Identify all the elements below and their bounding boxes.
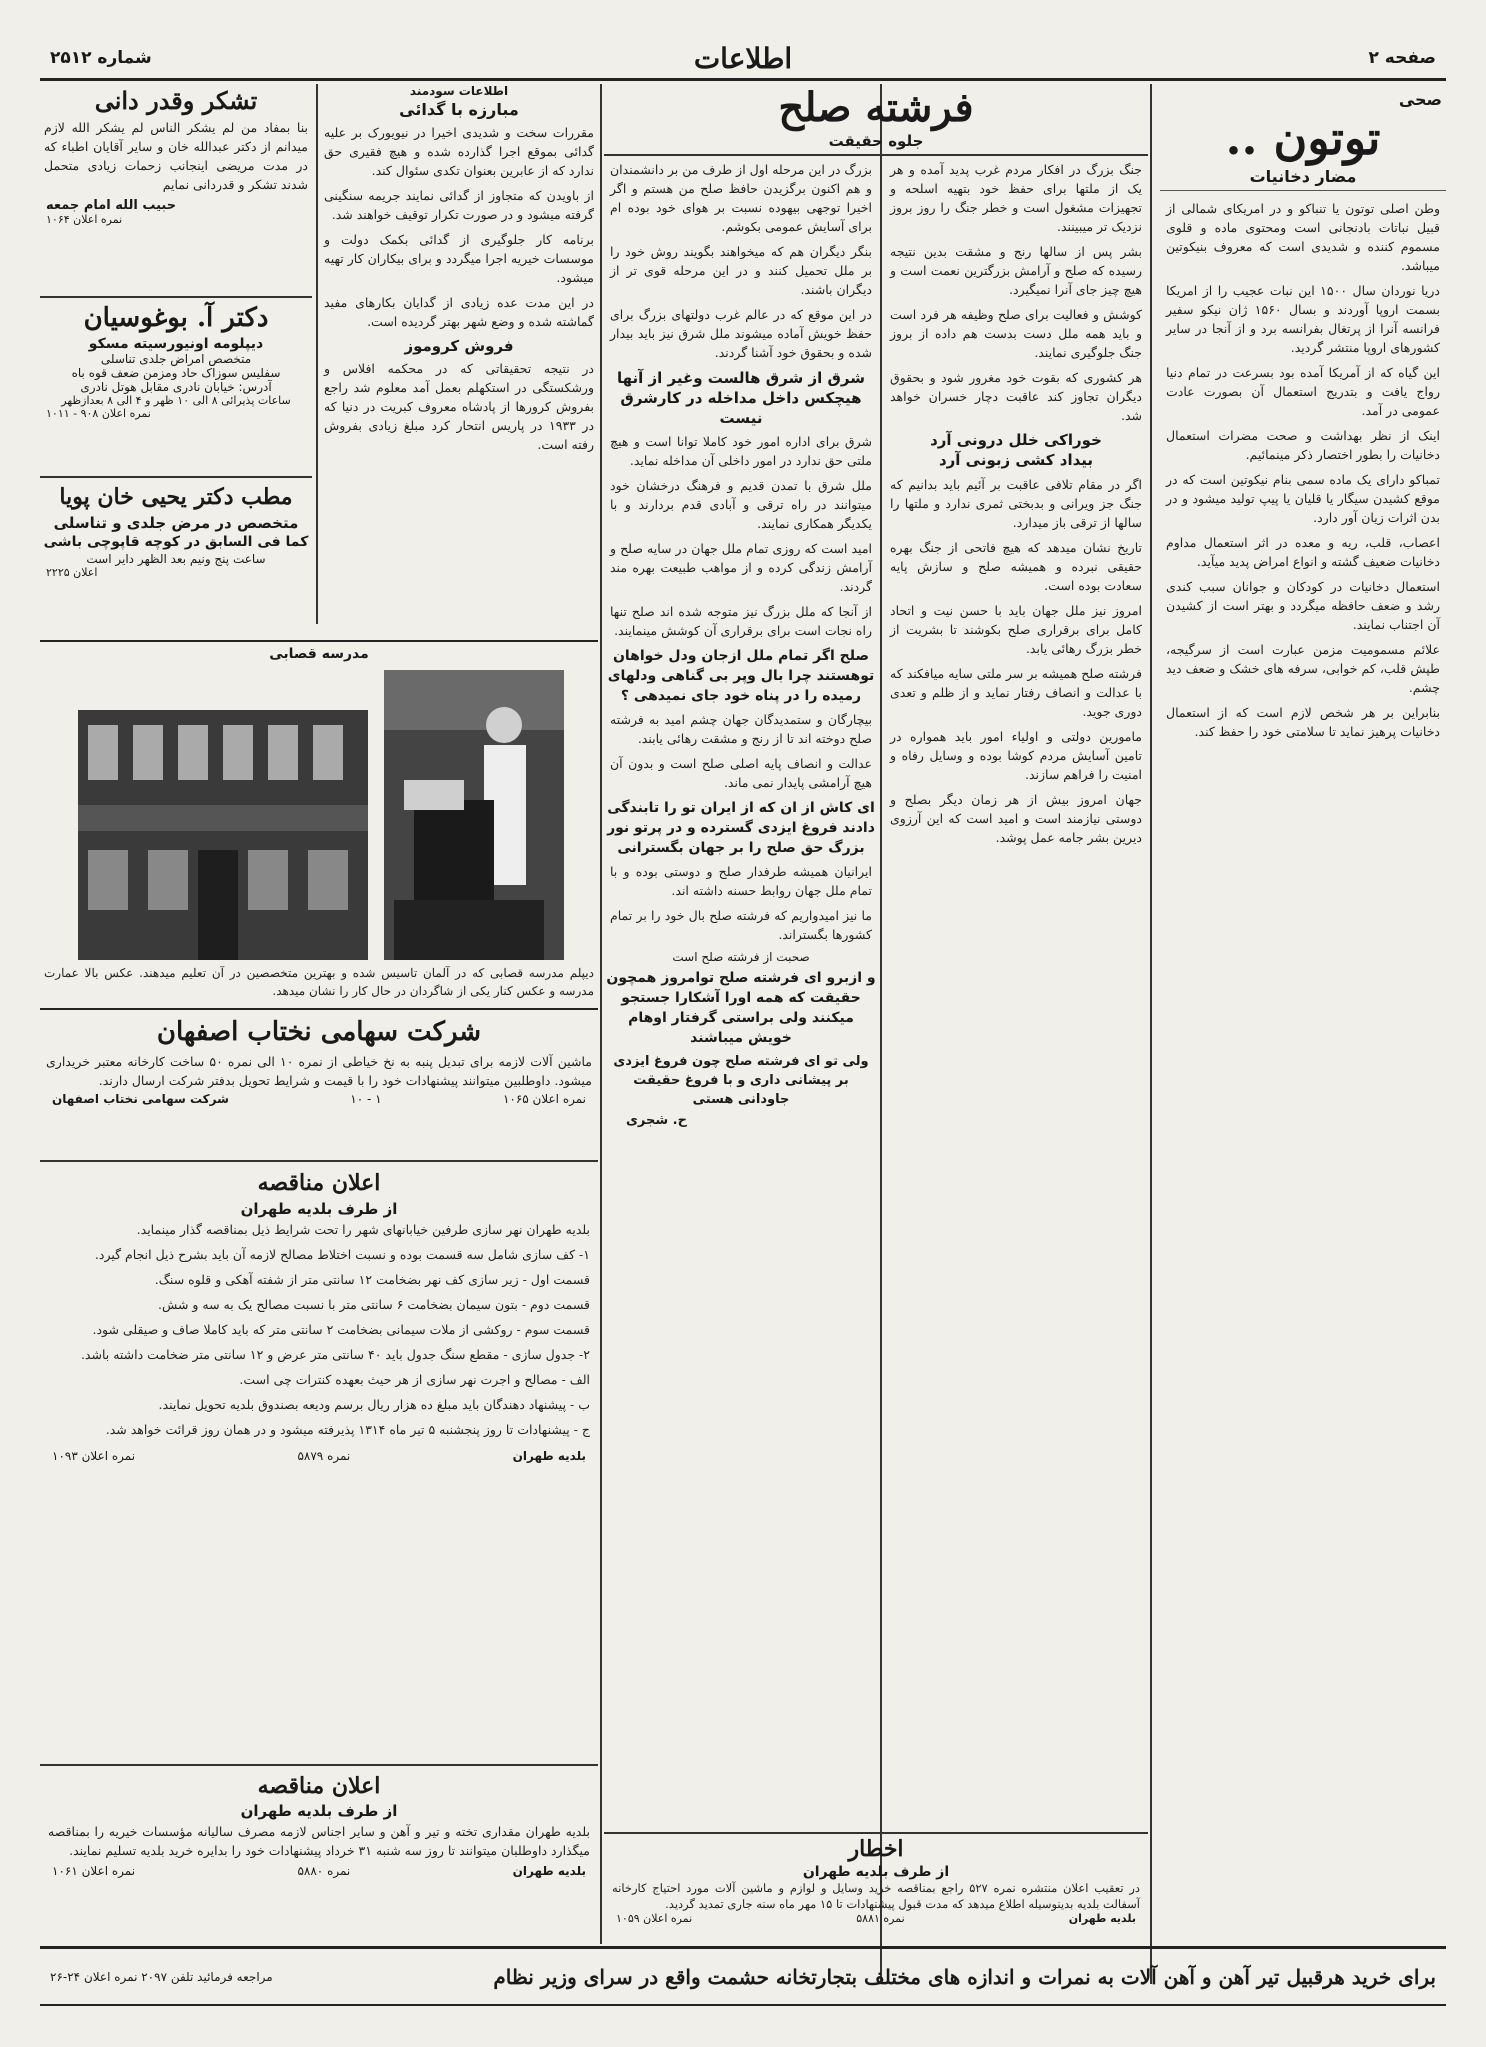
tender-item: ج - پیشنهادات تا روز پنجشنبه ۵ تیر ماه ۱۳۱۴ پذیرفته میشود و در همان روز قرائت خواهد شد. xyxy=(105,1422,590,1437)
ad-hours: ساعت پنج ونیم بعد الظهر دایر است xyxy=(86,552,266,566)
tender-signature: بلدیه طهران xyxy=(512,1449,586,1463)
column-tobacco-article xyxy=(1160,84,1446,1984)
masthead xyxy=(40,42,1446,78)
peace-header xyxy=(604,84,1148,156)
column-divider xyxy=(880,84,882,1984)
paragraph: تاریخ نشان میدهد که هیچ فاتحی از جنگ بهره حقیقی نبرده و همیشه صلح و سازش پایه سعادت بوده است. xyxy=(890,540,1142,593)
column-peace-right xyxy=(886,160,1146,1860)
article-title: توتون .. xyxy=(1225,111,1381,165)
butcher-student-photo xyxy=(384,670,564,960)
ad-title: مطب دکتر یحیی خان پویا xyxy=(59,484,293,510)
tender-item: قسمت سوم - روکشی از ملات سیمانی بضخامت ۲ سانتی متر که باید کاملا صاف و صیقلی شود. xyxy=(92,1322,590,1337)
ad-specialty: متخصص امراض جلدی تناسلی xyxy=(100,352,252,366)
tender-subtitle: از طرف بلدیه طهران xyxy=(240,1802,398,1820)
paragraph: مقررات سخت و شدیدی اخیرا در نیویورک بر علیه گدائی بموقع اجرا گذارده شده و هیچ فقیری حق ندارد که از عابرین بعنوان تکدی سئوال کند. xyxy=(324,125,594,178)
column-divider xyxy=(1150,84,1152,1984)
paragraph: جنگ بزرگ در افکار مردم غرب پدید آمده و هر یک از ملتها برای حفظ خود بتهیه اسلحه و تجهیزات مشغول است و خطر جنگ را روز بروز نزدیک تر میبینند. xyxy=(890,162,1142,234)
tender-code: نمره ۵۸۸۰ xyxy=(297,1864,351,1878)
tender-notice-2 xyxy=(40,1770,598,1942)
paragraph: از آنجا که ملل بزرگ نیز متوجه شده اند صلح تنها راه نجات است برای برقراری آن کوشش مینمایند. xyxy=(610,604,872,638)
peace-headline: ای کاش از ان که از ایران تو را تابندگی دادند فروغ ایزدی گسترده و در پرتو نور بزرگ حق صلح را بر جهان بگسترانی xyxy=(607,800,875,856)
article-body xyxy=(1160,199,1446,741)
school-title: مدرسه قصابی xyxy=(269,646,369,662)
tender-item: ۱- کف سازی شامل سه قسمت بوده و نسبت اختلاط مصالح لازمه آن باید بشرح ذیل انجام گیرد. xyxy=(94,1247,590,1262)
ad-address: آدرس: خیابان نادری مقابل هوتل نادری xyxy=(80,380,272,394)
paragraph: ما نیز امیدواریم که فرشته صلح بال خود را بر تمام کشورها بگستراند. xyxy=(610,908,872,942)
page-label: صفحه ۲ xyxy=(1368,48,1436,68)
paragraph: کوشش و فعالیت برای صلح وظیفه هر فرد است و باید همه ملل دست بدست هم داده از بروز جنگ جلوگیری نمایند. xyxy=(890,307,1142,360)
paragraph: شرق برای اداره امور خود کاملا توانا است و هیچ ملتی حق ندارد در امور داخلی آن مداخله نماید. xyxy=(610,434,872,468)
tender-title: اعلان مناقصه xyxy=(257,1170,381,1196)
paragraph: برنامه کار جلوگیری از گدائی بکمک دولت و موسسات خیریه اجرا میگردد و برای بیکاران کار تهیه میشود. xyxy=(324,232,594,285)
paragraph: علائم مسمومیت مزمن عبارت است از سرگیجه، طپش قلب، کم خوابی، سرفه های خشک و ضعف دید چشم. xyxy=(1166,642,1440,695)
school-building-photo xyxy=(78,710,368,960)
paragraph: بیچارگان و ستمدیدگان جهان چشم امید به فرشته صلح دوخته اند تا از رنج و مشقت رهائی یابند. xyxy=(610,712,872,746)
ad-doctor xyxy=(40,300,312,478)
ad-thanks xyxy=(40,84,312,298)
paragraph: تمباکو دارای یک ماده سمی بنام نیکوتین است که در موقع کشیدن سیگار یا قلیان یا پیپ تولید میشود و در بدن اثرات زیان آور دارد. xyxy=(1166,472,1440,525)
ad-subtitle: دیپلومه اونیورسیته مسکو xyxy=(88,336,264,352)
paragraph: در این موقع که در عالم غرب دولتهای بزرگ برای حفظ خویش آماده میشوند ملل شرق نیز باید بیدار شده و بحقوق خود آشنا گردند. xyxy=(610,307,872,360)
notice-number: نمره اعلان ۱۰۵۹ xyxy=(616,1912,693,1925)
paragraph: عدالت و انصاف پایه اصلی صلح است و بدون آن هیچ آرامشی پایدار نمی ماند. xyxy=(610,756,872,790)
article-subtitle: فروش کروموز xyxy=(404,337,514,355)
school-caption: دیپلم مدرسه قصابی که در آلمان تاسیس شده و بهترین متخصصین در آن تعلیم میدهند. عکس بالا عمارت مدرسه و عکس کنار یکی از شاگردان در حال کار را نشان میدهد. xyxy=(44,966,594,998)
paragraph: اینک از نظر بهداشت و صحت مضرات استعمال دخانیات را بطور اختصار ذکر مینمائیم. xyxy=(1166,428,1440,462)
ad-hours: ساعات پذیرائی ۸ الی ۱۰ ظهر و ۴ الی ۸ بعدازظهر xyxy=(61,394,291,407)
column-begging-article xyxy=(320,84,598,624)
issue-number: شماره ۲۵۱۲ xyxy=(50,48,152,68)
tender-title: اعلان مناقصه xyxy=(257,1773,381,1799)
tender-item: ۲- جدول سازی - مقطع سنگ جدول باید ۴۰ سانتی متر عرض و ۱۲ سانتی متر ضخامت داشته باشد. xyxy=(80,1347,590,1362)
column-peace-left xyxy=(606,160,876,1860)
ad-title: دکتر آ. بوغوسیان xyxy=(83,303,269,333)
verse-headline: بیداد کشی زبونی آرد xyxy=(938,451,1094,469)
footer-contact: مراجعه فرمائید تلفن ۲۰۹۷ نمره اعلان ۲۴-۲۶ xyxy=(50,1970,273,1984)
tender-signature: بلدیه طهران xyxy=(512,1864,586,1878)
tender-item: قسمت دوم - بتون سیمان بضخامت ۶ سانتی متر با نسبت مصالح یک به سه و شش. xyxy=(158,1297,590,1312)
paragraph: در نتیجه تحقیقاتی که در محکمه افلاس و ورشکستگی در استکهلم بعمل آمد معلوم شد راجع بفروش کرورها از پادشاه معروف کبریت در دنیا که در ۱۹۳۳ در پاریس انتحار کرد مبلغ زیادی بفروش رفته است. xyxy=(324,361,595,452)
paragraph: از باویدن که متجاوز از گدائی نمایند جریمه سنگینی گرفته میشود و در صورت تکرار توقیف خواهند شد. xyxy=(324,188,594,222)
ad-title: شرکت سهامی نختاب اصفهان xyxy=(156,1017,482,1047)
paragraph: اعصاب، قلب، ریه و معده در اثر استعمال مداوم دخانیات ضعیف گشته و انواع امراض پدید میآید. xyxy=(1166,535,1440,569)
newspaper-title: اطلاعات xyxy=(693,42,793,75)
ad-number: نمره اعلان ۱۰۶۵ xyxy=(502,1092,586,1106)
notice-signature: بلدیه طهران xyxy=(1068,1912,1136,1925)
tender-subtitle: از طرف بلدیه طهران xyxy=(240,1200,398,1218)
ad-location: کما فی السابق در کوچه قاپوچی باشی xyxy=(43,534,309,550)
ad-number: نمره اعلان ۱۰۶۴ xyxy=(46,213,123,226)
ad-specialty: متخصص در مرض جلدی و تناسلی xyxy=(53,514,299,532)
paragraph: هر کشوری که بقوت خود مغرور شود و بحقوق دیگران تجاوز کند عاقبت دچار خسران خواهد شد. xyxy=(890,370,1142,423)
paragraph: بزرگ در این مرحله اول از طرف من بر دانشمندان و هم اکنون برگزیدن حافظ صلح من هستم و اگر اخیرا توجهی بیهوده نسبت بر هوای خود بوده ام برای آسایش عمومی بکوشم. xyxy=(610,162,872,234)
footer-text: برای خرید هرقبیل تیر آهن و آهن آلات به نمرات و اندازه های مختلف بتجارتخانه حشمت واقع در سرای وزیر نظام xyxy=(493,1965,1436,1989)
footer-rule xyxy=(40,2004,1446,2006)
ad-text: سفلیس سوزاک حاد ومزمن ضعف قوه باه xyxy=(71,366,281,380)
peace-headline: و ازبرو ای فرشته صلح توامروز همچون حقیقت که همه اورا آشکارا جستجو میکنند ولی براستی گرفتار اوهام خویش میباشند xyxy=(606,970,876,1046)
paragraph: بنگر دیگران هم که میخواهند بگویند روش خود را بر ملل تحمیل کنند و در این مرحله قوی تر از دیگران باشند. xyxy=(610,244,872,297)
paragraph: وطن اصلی توتون یا تنباکو و در امریکای شمالی از قبیل نباتات بادنجانی است ومحتوی ماده و قلوی مسموم کننده و شدیدی است که معروف بنیکوتین میباشد. xyxy=(1166,201,1440,273)
tender-item: بلدیه طهران نهر سازی طرفین خیابانهای شهر را تحت شرایط ذیل بمناقصه گذار مینماید. xyxy=(136,1222,590,1237)
notice-subtitle: از طرف بلدیه طهران xyxy=(802,1864,950,1880)
paragraph: جهان امروز بیش از هر زمان دیگر بصلح و دوستی نیازمند است و امید است که این آرزوی دیرین بشر جامه عمل پوشد. xyxy=(890,792,1142,845)
notice-text: در تعقیب اعلان منتشره نمره ۵۲۷ راجع بمناقصه خرید وسایل و لوازم و ماشین آلات مورد احتیاج کارخانه آسفالت بلدیه بدینوسیله اطلاع میدهد که مدت قبول پیشنهادات تا ۱۵ مهر ماه سنه جاری تمدید گردید. xyxy=(612,1881,1140,1911)
verse-headline: خوراکی خلل درونی آرد xyxy=(930,431,1102,449)
paragraph: ایرانیان همیشه طرفدار صلح و دوستی بوده و با تمام ملل جهان روابط حسنه داشته اند. xyxy=(610,864,872,898)
warning-notice xyxy=(604,1832,1148,1942)
peace-title: فرشته صلح xyxy=(778,84,974,131)
ad-signature: حبیب الله امام جمعه xyxy=(46,198,177,213)
paragraph: دریا نوردان سال ۱۵۰۰ این نبات عجیب را از امریکا بسمت اروپا آوردند و بسال ۱۵۶۰ ژان نیکو سفیر فرانسه آنرا از پرتغال بفرانسه برد و از آنجا در سایر کشورهای اروپا منتشر گردید. xyxy=(1166,283,1440,355)
paragraph: امروز نیز ملل جهان باید با حسن نیت و اتحاد کامل برای برقراری صلح بکوشند تا بشریت از خطر بزرگ رهائی یابد. xyxy=(890,603,1142,656)
ad-signature: شرکت سهامی نختاب اصفهان xyxy=(52,1092,229,1106)
peace-subtitle: جلوه حقیقت xyxy=(828,132,924,150)
ad-title: تشکر وقدر دانی xyxy=(94,86,258,115)
paragraph: این گیاه که از آمریکا آمده بود بسرعت در تمام دنیا رواج یافت و بتدریج استعمال آن بصورت عادت عمومی در آمد. xyxy=(1166,365,1440,418)
masthead-rule xyxy=(40,78,1446,81)
paragraph: امید است که روزی تمام ملل جهان در سایه صلح و آرامش زندگی کرده و از مواهب طبیعت بهره مند گردند. xyxy=(610,541,872,594)
tender-text: بلدیه طهران مقداری تخته و تیر و آهن و سایر اجناس لازمه مصرف سالیانه مؤسسات خیریه را بمناقصه میگذارد داوطلبان میتوانند تا روز سه شنبه ۳۱ خرداد پیشنهادات خود را بدایره خرید بلدیه تسلیم نمایند. xyxy=(48,1824,590,1858)
column-divider xyxy=(600,84,602,1944)
ad-code: ۱ - ۱۰ xyxy=(350,1092,382,1106)
tender-code: نمره ۵۸۷۹ xyxy=(297,1449,351,1463)
peace-closing: ولی تو ای فرشته صلح چون فروغ ایزدی بر پیشانی داری و با فروغ حقیقت جاودانی هستی xyxy=(613,1054,869,1107)
peace-headline: شرق از شرق هالست وغیر از آنها هیچکس داخل مداخله در کارشرق نیست xyxy=(616,369,865,427)
ad-clinic xyxy=(40,480,312,624)
paragraph: مامورین دولتی و اولیاء امور باید همواره در تامین آسایش مردم کوشا بوده و وسایل رفاه و امنیت را فراهم سازند. xyxy=(890,729,1142,782)
person-icon xyxy=(384,670,564,960)
tender-number: نمره اعلان ۱۰۹۳ xyxy=(52,1449,136,1463)
column-divider xyxy=(316,84,318,624)
paragraph: فرشته صلح همیشه بر سر ملتی سایه میافکند که با عدالت و انصاف رفتار نماید و از ظلم و تعدی دوری جوید. xyxy=(890,666,1142,719)
notice-code: نمره ۵۸۸۱ xyxy=(856,1912,905,1925)
article-title: مبارزه با گدائی xyxy=(399,100,519,119)
tender-item: الف - مصالح و اجرت نهر سازی از هر حیث بعهده کنترات چی است. xyxy=(239,1372,590,1387)
paragraph: بشر پس از سالها رنج و مشقت بدین نتیجه رسیده که صلح و آرامش بزرگترین نعمت است و هیچ چیز جای آنرا نمیگیرد. xyxy=(890,244,1142,297)
section-kicker: صحی xyxy=(1398,90,1442,109)
tender-notice xyxy=(40,1166,598,1766)
ad-number: نمره اعلان ۹۰۸ - ۱۰۱۱ xyxy=(46,407,151,420)
tender-number: نمره اعلان ۱۰۶۱ xyxy=(52,1864,136,1878)
section-rule xyxy=(40,1008,598,1010)
footer-banner xyxy=(40,1952,1446,2002)
paragraph: در این مدت عده زیادی از گدایان بکارهای مفید گماشته شده و وضع شهر بهتر گردیده است. xyxy=(324,295,594,329)
byline: صحبت از فرشته صلح است xyxy=(672,950,810,964)
footer-rule xyxy=(40,1946,1446,1949)
article-subtitle: مضار دخانیات xyxy=(1160,167,1446,191)
paragraph: ملل شرق با تمدن قدیم و فرهنگ درخشان خود میتوانند در راه ترقی و آبادی قدم بردارند و با یکدیگر همکاری نمایند. xyxy=(610,478,872,531)
section-rule xyxy=(40,640,598,642)
section-label: اطلاعات سودمند xyxy=(409,84,509,98)
author: ح. شجری xyxy=(626,1113,687,1128)
tender-item: قسمت اول - زیر سازی کف نهر بضخامت ۱۲ سانتی متر از شفته آهکی و قلوه سنگ. xyxy=(154,1272,590,1287)
ad-text: بنا بمفاد من لم یشکر الناس لم یشکر الله لازم میدانم از دکتر عبدالله خان و سایر آقایان اطباء که در مدت مریضی اینجانب زحمات زیادی متحمل شدند تشکر و قدردانی نمایم xyxy=(44,120,308,192)
ad-text: ماشین آلات لازمه برای تبدیل پنبه به نخ خیاطی از نمره ۱۰ الی نمره ۵۰ ساخت کارخانه معتبر خریداری میشود. داوطلبین میتوانند پیشنهادات خود را با قیمت و شرایط تحویل بدفتر شرکت ارسال دارند. xyxy=(46,1054,592,1088)
ad-number: اعلان ۲۲۲۵ xyxy=(46,566,98,579)
notice-title: اخطار xyxy=(848,1836,904,1862)
building-icon xyxy=(78,710,368,960)
paragraph: استعمال دخانیات در کودکان و جوانان سبب کندی رشد و ضعف حافظه میگردد و بهتر است از کشیدن آن اجتناب نمایند. xyxy=(1166,579,1440,632)
tender-item: ب - پیشنهاد دهندگان باید مبلغ ده هزار ریال برسم ودیعه بصندوق بلدیه تحویل نمایند. xyxy=(158,1397,590,1412)
paragraph: اگر در مقام تلافی عاقبت بر آئیم باید بدانیم که جنگ جز ویرانی و بدبختی ثمری ندارد و ملتها را سالها از ترقی باز میدارد. xyxy=(890,477,1142,530)
ad-isfahan xyxy=(40,1012,598,1162)
peace-headline: صلح اگر تمام ملل ازجان ودل خواهان توهستند چرا بال وپر بی گناهی ودلهای رمیده را در پناه خود جای نمیدهی ؟ xyxy=(607,648,875,704)
paragraph: بنابراین بر هر شخص لازم است که از استعمال دخانیات پرهیز نماید تا سلامتی خود را حفظ کند. xyxy=(1166,705,1440,739)
